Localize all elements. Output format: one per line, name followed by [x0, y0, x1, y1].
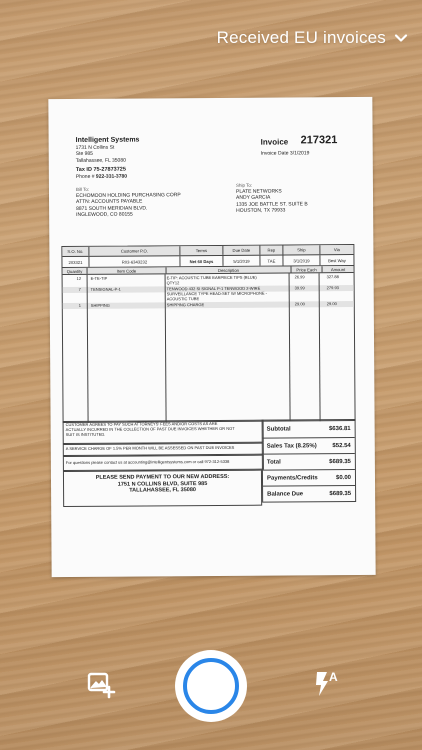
totals-row: [263, 454, 355, 471]
bill-to-block: [76, 186, 181, 218]
totals-value: $52.54: [332, 442, 351, 449]
item-code: SHIPPING: [90, 302, 110, 308]
order-header-cell: Ship: [283, 245, 320, 254]
bill-to-line-1: ECHOMOON HOLDING PURCHASING CORP: [75, 192, 181, 200]
order-header-cell: S.O. No.: [62, 247, 89, 256]
totals-row: [263, 470, 355, 487]
company-tax-id: Tax ID 75-27873725: [75, 166, 126, 174]
invoice-document: [48, 97, 375, 577]
column-divider: [289, 273, 291, 421]
column-divider: [319, 273, 321, 421]
item-code: TENSIGNAL-P-1: [90, 286, 121, 292]
item-amount: 327.88: [326, 274, 339, 280]
order-value-cell: Best Way: [328, 257, 346, 263]
terms-note-2: ACTUALLY INCURRED IN THE COLLECTION OF PAST DUE INVOICES WHETHER OR NOT: [65, 425, 235, 433]
service-charge-note: A SERVICE CHARGE OF 1.5% PER MONTH WILL BE ASSESSED ON PAST DUE INVOICES: [65, 444, 235, 452]
phone-number: 922-331-3780: [95, 173, 128, 180]
contact-note: For questions please contact us at accounting@intelligentsystems.com or call 972-312-5338: [65, 458, 230, 466]
phone-label: Phone #: [75, 173, 95, 180]
order-value-cell: TAE: [260, 255, 283, 265]
totals-row: [263, 486, 355, 502]
flash-auto-icon[interactable]: [308, 666, 342, 700]
totals-value: $689.35: [329, 490, 352, 497]
order-value-cell: R03-6343232: [89, 256, 180, 267]
totals-label: Balance Due: [267, 490, 304, 498]
totals-label: Total: [266, 459, 281, 466]
order-header-cell: Customer P.O.: [89, 246, 180, 256]
item-desc: SHIPPING CHARGE: [166, 302, 205, 308]
item-qty: 12: [76, 275, 82, 281]
item-amount: 279.93: [326, 285, 339, 291]
ship-to-line-2: ANDY GARCIA: [236, 194, 271, 202]
address-notice-line-3: TALLAHASSEE, FL 35080: [129, 487, 196, 494]
item-desc: QTY12: [166, 280, 180, 286]
terms-note-3: SUIT IS INSTITUTED.: [65, 431, 106, 438]
company-address-1: 1731 N Collins St: [75, 144, 115, 151]
item-header-cell: Quantity: [63, 268, 88, 274]
bill-to-line-2: ATTN: ACCOUNTS PAYABLE: [76, 198, 143, 206]
ship-to-line-4: HOUSTON, TX 79933: [236, 207, 286, 214]
order-value-cell: 5/1/2019: [223, 256, 260, 266]
item-desc: TENWOOD 432 SI SIGNAL P-1 TENWOOD 2-WIRE: [166, 285, 261, 292]
totals-row: [263, 420, 355, 439]
invoice-date-value: 3/1/2019: [289, 150, 310, 157]
column-divider: [87, 275, 89, 423]
order-header-cell: Terms: [180, 246, 223, 255]
company-name: Intelligent Systems: [75, 136, 140, 144]
terms-note-box: [63, 420, 264, 444]
invoice-title: Invoice: [260, 137, 289, 147]
invoice-table: [61, 244, 355, 423]
invoice-number: 217321: [300, 134, 338, 147]
bill-to-label: Bill To:: [75, 186, 90, 192]
chevron-down-icon: [394, 31, 408, 45]
company-block: [76, 137, 140, 180]
item-price: 26.99: [294, 274, 305, 280]
item-qty: 7: [78, 286, 81, 292]
company-phone: [76, 173, 140, 180]
totals-box: [262, 419, 357, 503]
bill-to-line-3: 8871 SOUTH MERIDIAN BLVD.: [76, 205, 148, 212]
invoice-date: [261, 150, 310, 156]
bill-to-line-4: INGLEWOOD, CO 80155: [76, 211, 133, 218]
item-amount: 29.00: [326, 301, 337, 307]
order-header-cell: Via: [333, 247, 340, 253]
item-desc: ACOUSTIC TUBE: [166, 296, 200, 302]
item-header-cell: Price Each: [292, 266, 323, 272]
address-notice-line-2: 1751 N COLLINS BLVD, SUITE 985: [117, 480, 208, 488]
totals-label: Subtotal: [266, 425, 291, 433]
item-rows: [63, 273, 355, 423]
order-value-cell: 203321: [62, 257, 89, 267]
company-address-3: Tallahassee, FL 35080: [75, 157, 126, 164]
order-value-cell: 3/1/2019: [283, 255, 320, 265]
ship-to-label: Ship To:: [235, 182, 253, 188]
item-price: 39.99: [294, 285, 305, 291]
shutter-button[interactable]: [175, 650, 247, 722]
totals-label: Sales Tax (8.25%): [266, 442, 317, 450]
shutter-icon: [183, 658, 239, 714]
order-header-cell: Due Date: [223, 246, 260, 255]
folder-selector[interactable]: [217, 28, 408, 48]
item-desc: SURVEILLANCE TYPE HEAD-SET W/ MICROPHONE -: [166, 290, 267, 297]
item-code: E-TE-TIP: [90, 275, 108, 281]
add-photo-icon[interactable]: [86, 670, 116, 700]
totals-label: Payments/Credits: [266, 474, 318, 482]
order-header-cell: Rep: [260, 245, 283, 254]
ship-to-line-1: PLATE NETWORKS: [235, 188, 282, 196]
ship-to-block: [236, 182, 308, 214]
item-desc: E-TIP: ACOUSTIC TUBE EARPIECE TIPS (BLUE): [166, 274, 257, 281]
item-header-cell: Description: [167, 266, 292, 273]
address-notice-line-1: PLEASE SEND PAYMENT TO OUR NEW ADDRESS:: [95, 473, 230, 481]
item-qty: 1: [78, 302, 82, 308]
invoice-date-label: Invoice Date: [260, 150, 289, 157]
folder-title: Received EU invoices: [216, 28, 386, 47]
totals-value: $689.35: [329, 458, 351, 465]
flash-badge: A: [329, 670, 338, 684]
item-header-cell: Amount: [330, 266, 346, 272]
item-price: 29.00: [294, 301, 305, 307]
terms-note-1: CUSTOMER AGREES TO PAY SUCH ATTORNEYS' FEES AND/OR COSTS AS ARE: [65, 420, 218, 428]
invoice-header: [260, 134, 338, 157]
order-value-cell: Net 60 Days: [180, 256, 223, 266]
totals-value: $636.81: [328, 425, 351, 432]
totals-value: $0.00: [335, 474, 352, 481]
payment-address-notice: [63, 470, 262, 507]
totals-row: [263, 438, 355, 455]
contact-box: [63, 455, 264, 471]
ship-to-line-3: 1335 JOE BATTLE ST. SUITE B: [236, 200, 308, 208]
company-address-2: Ste 985: [75, 151, 93, 158]
item-header-cell: Item Code: [88, 267, 167, 274]
